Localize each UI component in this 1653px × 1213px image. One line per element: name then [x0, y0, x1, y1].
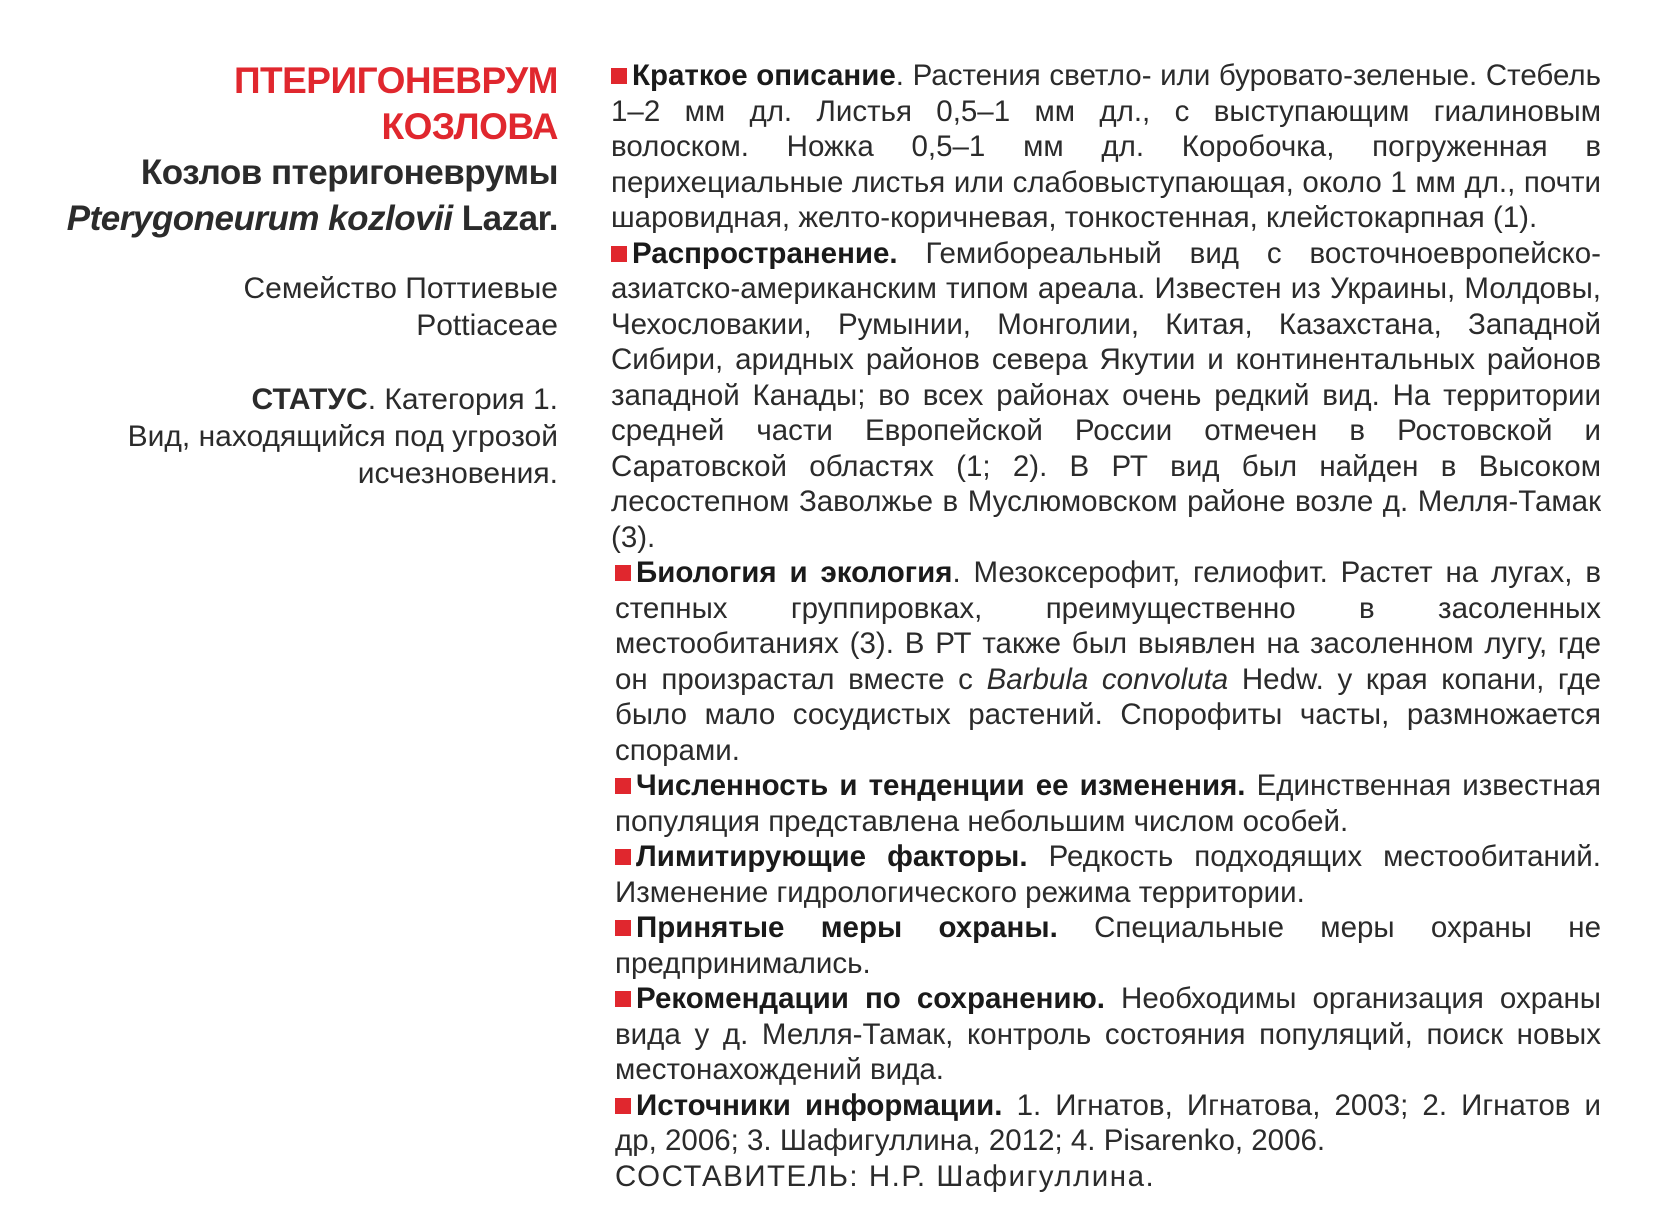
section-heading: Рекомендации по сохранению.	[636, 982, 1105, 1015]
red-square-bullet-icon	[615, 1098, 631, 1114]
section-heading: Распространение.	[632, 236, 898, 270]
section-text: Редкость подходящих местообитаний. Изменение гидрологического режима территории.	[615, 840, 1601, 909]
species-name-latin	[60, 196, 558, 242]
section-text: 1. Игнатов, Игнатова, 2003; 2. Игнатов и др, 2006; 3. Шафигуллина, 2012; 4. Pisarenko, 2006.	[615, 1088, 1601, 1157]
status-desc-2: исчезновения.	[357, 457, 558, 490]
red-square-bullet-icon	[615, 778, 631, 794]
latin-binomial: Pterygoneurum kozlovii	[66, 199, 453, 238]
section-text: Специальные меры охраны не предпринимались.	[615, 911, 1601, 980]
latin-author: Lazar.	[452, 199, 558, 238]
section-sources	[611, 1088, 1601, 1159]
section-heading: Биология и экология	[636, 556, 953, 589]
section-limiting	[611, 839, 1601, 910]
section-text: Необходимы организация охраны вида у д. Мелля-Тамак, контроль состояния популяций, поиск новых местонахождений вида.	[615, 982, 1601, 1086]
species-italic: Barbula convoluta	[986, 662, 1229, 696]
status-line	[60, 381, 558, 418]
species-name-ru: Козлов птеригоневрумы	[140, 153, 558, 192]
section-abundance	[611, 768, 1601, 839]
section-text: Гемибореальный вид с восточноевропейско-азиатско-американским типом ареала. Известен из Украины, Молдовы, Чехословакии, Румынии, Монголии, Китая, Казахстана, Западной Сибири, аридных районов севера Якутии и континентальных районов западной Канады; во всех районах очень редкий вид. На территории средней части Европейской России отмечен в Ростовской и Саратовской областях (1; 2). В РТ вид был найден в Высоком лесостепном Заволжье в Муслюмовском районе возле д. Мелля-Тамак (3).	[611, 236, 1601, 554]
family-latin: Pottiaceae	[416, 309, 558, 342]
section-text: . Растения светло- или буровато-зеленые. Стебель 1–2 мм дл. Листья 0,5–1 мм дл., с выступающим гиалиновым волоском. Ножка 0,5–1 мм дл. Коробочка, погруженная в перихециальные листья или слабовыступающая, около 1 мм дл., почти шаровидная, желто-коричневая, тонкостенная, клейстокарпная (1).	[611, 59, 1601, 234]
family-ru: Семейство Поттиевые	[243, 272, 558, 305]
section-biology	[611, 555, 1601, 768]
section-text: Hedw. у края копани, где было мало сосудистых растений. Спорофиты часты, размножается спорами.	[615, 662, 1601, 767]
composer-line: СОСТАВИТЕЛЬ: Н.Р. Шафигуллина.	[615, 1159, 1156, 1193]
red-square-bullet-icon	[615, 991, 631, 1007]
section-heading: Источники информации.	[636, 1088, 1003, 1122]
red-square-bullet-icon	[615, 565, 631, 581]
status-category: . Категория 1.	[367, 383, 558, 416]
section-description	[611, 58, 1601, 236]
red-square-bullet-icon	[615, 849, 631, 865]
section-text: . Мезоксерофит, гелиофит. Растет на лугах, в степных группировках, преимущественно в засоленных местообитаниях (3). В РТ также был выявлен на засоленном лугу, где он произрастал вместе с	[615, 556, 1601, 696]
section-heading: Принятые меры охраны.	[636, 911, 1058, 944]
status-block	[60, 381, 558, 492]
status-desc-1: Вид, находящийся под угрозой	[127, 420, 558, 453]
species-header	[60, 58, 558, 492]
red-square-bullet-icon	[611, 68, 627, 84]
red-square-bullet-icon	[611, 246, 627, 262]
article-body	[611, 58, 1601, 1194]
section-distribution	[611, 236, 1601, 556]
section-measures	[611, 910, 1601, 981]
section-text: Единственная известная популяция представлена небольшим числом особей.	[615, 769, 1601, 838]
section-heading: Численность и тенденции ее изменения.	[636, 769, 1246, 802]
status-label: СТАТУС	[251, 383, 368, 416]
species-title-ru-caps: ПТЕРИГОНЕВРУМ КОЗЛОВА	[233, 60, 558, 147]
red-square-bullet-icon	[615, 920, 631, 936]
section-heading: Краткое описание	[632, 59, 896, 92]
family-block	[60, 270, 558, 344]
section-recommendations	[611, 981, 1601, 1088]
section-heading: Лимитирующие факторы.	[636, 840, 1028, 873]
